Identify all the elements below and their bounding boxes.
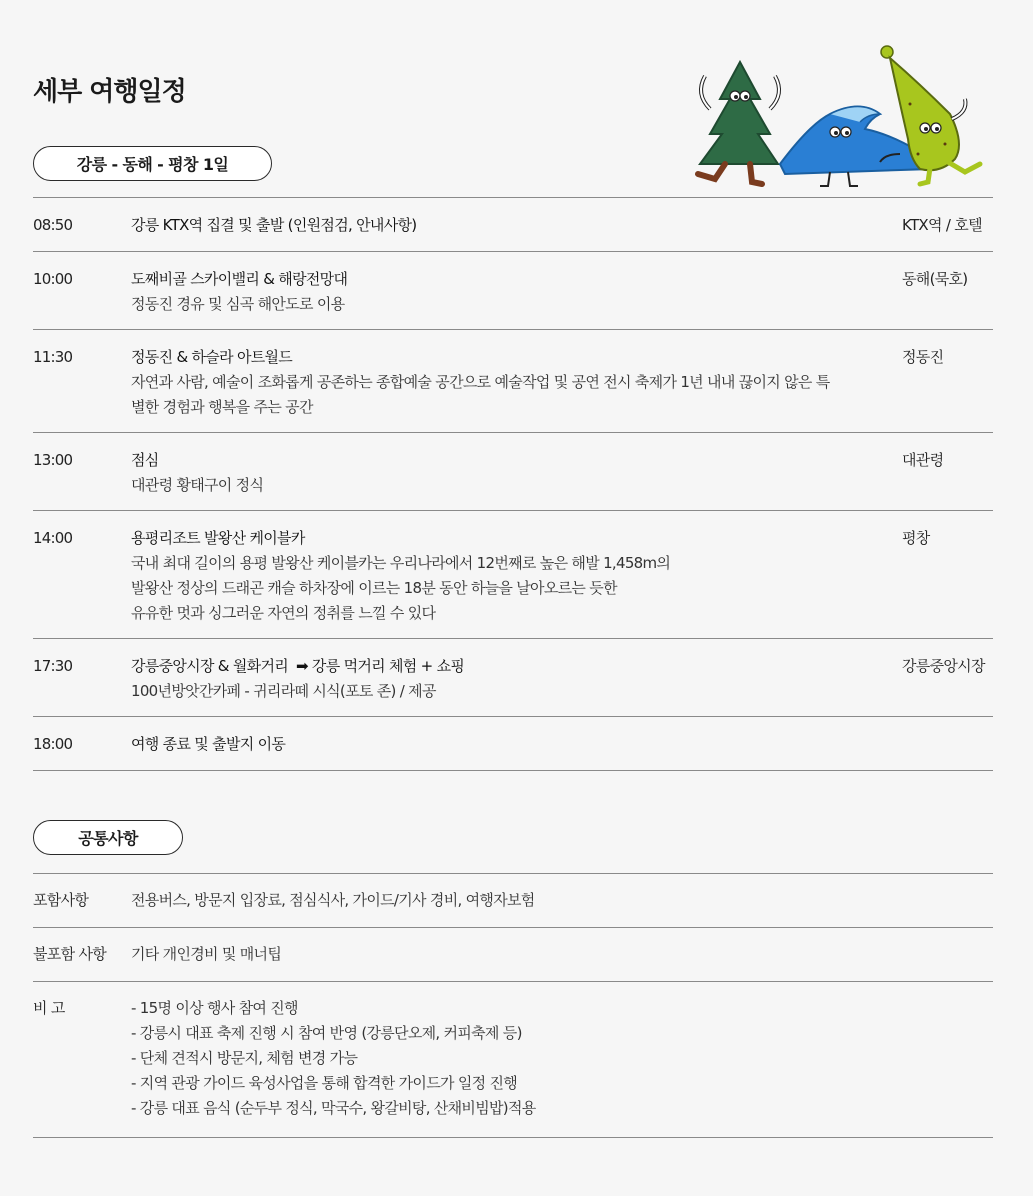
- common-value: 기타 개인경비 및 매너팁: [131, 945, 282, 963]
- note-item: - 강릉 대표 음식 (순두부 정식, 막국수, 왕갈비탕, 산채비빔밥)적용: [131, 1099, 536, 1117]
- schedule-table: [33, 197, 993, 771]
- schedule-time: 08:50: [33, 216, 73, 234]
- schedule-location: 정동진: [902, 348, 944, 366]
- page-title: 세부 여행일정: [33, 77, 186, 107]
- note-item: - 15명 이상 행사 참여 진행: [131, 999, 298, 1017]
- common-label: 불포함 사항: [33, 945, 107, 963]
- schedule-time: 11:30: [33, 348, 73, 366]
- schedule-desc: 별한 경험과 행복을 주는 공간: [131, 398, 313, 416]
- schedule-row: [33, 717, 993, 771]
- arrow-right-icon: ➡: [296, 657, 308, 675]
- common-pill: [33, 820, 183, 855]
- tree-mascot-icon: [698, 62, 779, 184]
- schedule-location: 평창: [902, 529, 930, 547]
- schedule-location: KTX역 / 호텔: [902, 216, 982, 234]
- schedule-desc: 국내 최대 길이의 용평 발왕산 케이블카는 우리나라에서 12번째로 높은 해발 1,458m의: [131, 554, 671, 572]
- common-row: [33, 982, 993, 1138]
- schedule-location: 대관령: [902, 451, 944, 469]
- schedule-title: 도째비골 스카이밸리 & 해랑전망대: [131, 270, 348, 288]
- schedule-row: [33, 252, 993, 330]
- schedule-desc: 발왕산 정상의 드래곤 캐슬 하차장에 이르는 18분 동안 하늘을 날아오르는 듯한: [131, 579, 617, 597]
- schedule-row: [33, 639, 993, 717]
- schedule-title: 여행 종료 및 출발지 이동: [131, 735, 286, 753]
- schedule-desc: 자연과 사람, 예술이 조화롭게 공존하는 종합예술 공간으로 예술작업 및 공연 전시 축제가 1년 내내 끊이지 않은 특: [131, 373, 830, 391]
- note-item: - 강릉시 대표 축제 진행 시 참여 반영 (강릉단오제, 커피축제 등): [131, 1024, 522, 1042]
- common-pill-label: 공통사항: [78, 829, 138, 848]
- common-label: 비 고: [33, 999, 65, 1017]
- schedule-title: 용평리조트 발왕산 케이블카: [131, 529, 305, 547]
- schedule-row: [33, 433, 993, 511]
- schedule-title-tail: 강릉 먹거리 체험 + 쇼핑: [311, 657, 465, 675]
- schedule-desc: 100년방앗간카페 - 귀리라떼 시식(포토 존) / 제공: [131, 682, 436, 700]
- schedule-time: 17:30: [33, 657, 73, 675]
- schedule-title: 점심: [131, 451, 159, 469]
- note-item: - 지역 관광 가이드 육성사업을 통해 합격한 가이드가 일정 진행: [131, 1074, 518, 1092]
- common-label: 포함사항: [33, 891, 89, 909]
- schedule-title: [131, 654, 876, 679]
- day-pill-label: 강릉 - 동해 - 평창 1일: [76, 155, 229, 174]
- schedule-desc: 유유한 멋과 싱그러운 자연의 정취를 느낄 수 있다: [131, 604, 436, 622]
- schedule-desc: 정동진 경유 및 심곡 해안도로 이용: [131, 295, 345, 313]
- schedule-time: 13:00: [33, 451, 73, 469]
- common-value-list: [131, 996, 536, 1121]
- common-value: 전용버스, 방문지 입장료, 점심식사, 가이드/기사 경비, 여행자보험: [131, 891, 535, 909]
- schedule-row: [33, 198, 993, 252]
- mascot-illustration: [690, 44, 990, 194]
- schedule-title: 정동진 & 하슬라 아트월드: [131, 348, 293, 366]
- schedule-location: 동해(묵호): [902, 270, 968, 288]
- schedule-title: 강릉 KTX역 집결 및 출발 (인원점검, 안내사항): [131, 216, 417, 234]
- common-row: [33, 874, 993, 928]
- note-item: - 단체 견적시 방문지, 체험 변경 가능: [131, 1049, 358, 1067]
- schedule-time: 10:00: [33, 270, 73, 288]
- schedule-location: 강릉중앙시장: [902, 657, 985, 675]
- schedule-desc: 대관령 황태구이 정식: [131, 476, 264, 494]
- schedule-time: 14:00: [33, 529, 73, 547]
- common-row: [33, 928, 993, 982]
- common-table: [33, 873, 993, 1138]
- day-pill: [33, 146, 272, 181]
- schedule-row: [33, 511, 993, 639]
- schedule-title-main: 강릉중앙시장 & 월화거리: [131, 657, 289, 675]
- schedule-row: [33, 330, 993, 433]
- schedule-time: 18:00: [33, 735, 73, 753]
